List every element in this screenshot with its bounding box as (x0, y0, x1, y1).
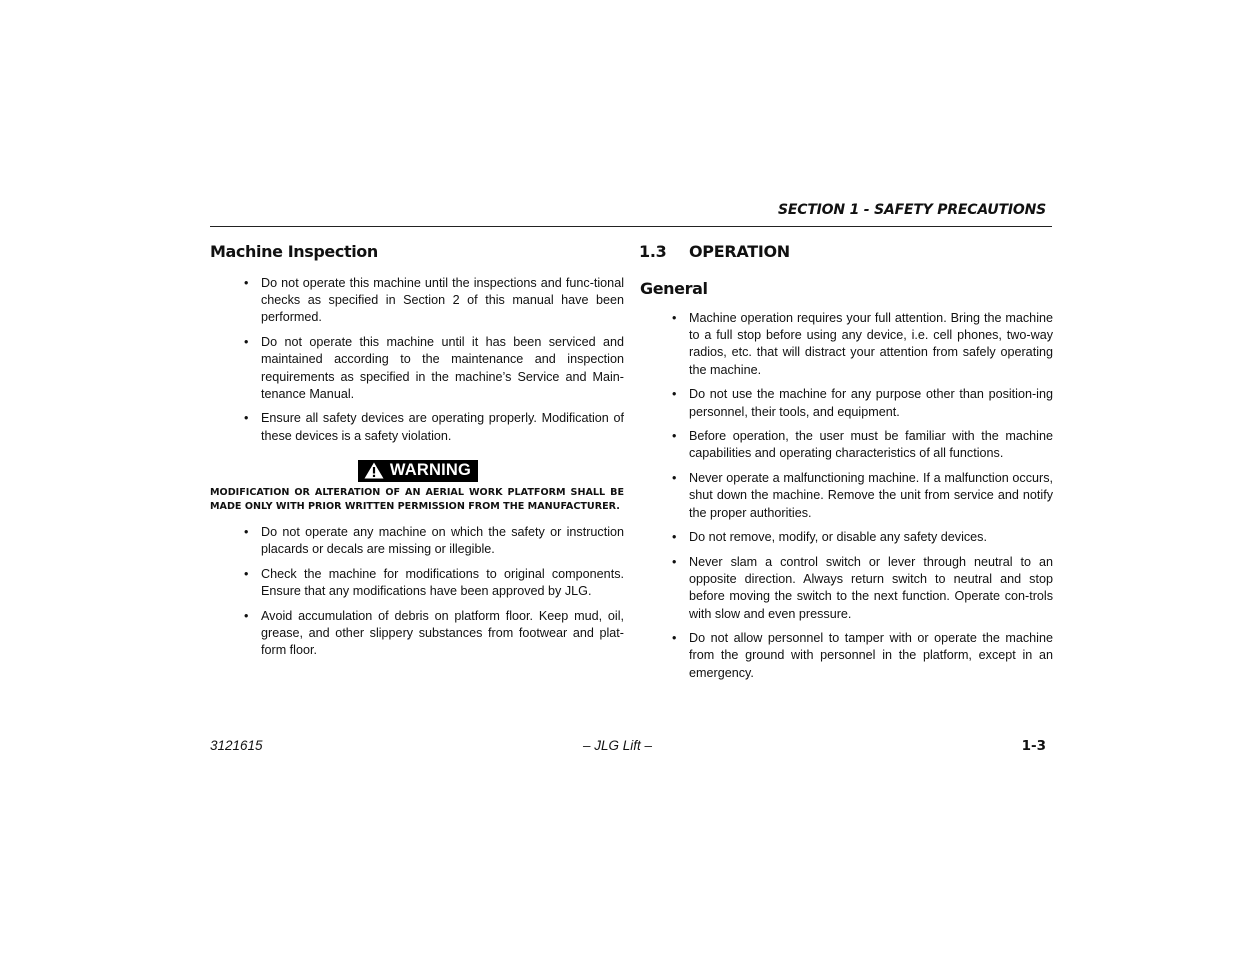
list-item (639, 554, 1053, 623)
list-item-text: Do not use the machine for any purpose other than position-ing personnel, their tools, and equipment. (689, 387, 1053, 419)
warning-block (210, 460, 624, 485)
bullet-glyph: • (672, 530, 677, 545)
list-item (639, 428, 1053, 462)
bullet-glyph: • (244, 566, 249, 581)
bullet-glyph: • (672, 311, 677, 325)
operation-list (639, 310, 1053, 682)
list-item (210, 524, 624, 558)
list-item-text: Do not remove, modify, or disable any safety devices. (689, 530, 987, 545)
left-column (210, 240, 624, 667)
list-item (210, 410, 624, 444)
inspection-list-top (210, 275, 624, 445)
right-column (639, 240, 1053, 689)
warning-label: WARNING (389, 461, 472, 480)
bullet-glyph: • (244, 335, 249, 350)
list-item (210, 334, 624, 403)
list-item-text: Check the machine for modifications to original components. Ensure that any modifications have been approved by JLG. (261, 566, 624, 598)
bullet-glyph: • (244, 411, 249, 426)
footer-publisher: – JLG Lift – (582, 738, 653, 753)
list-item (639, 630, 1053, 682)
footer-doc-number: 3121615 (210, 738, 263, 753)
bullet-glyph: • (672, 631, 677, 646)
list-item (639, 470, 1053, 522)
footer-page-number: 1-3 (1021, 738, 1046, 754)
list-item (210, 275, 624, 327)
list-item-text: Never slam a control switch or lever through neutral to an opposite direction. Always return switch to neutral and stop before moving the switch to the next function. Operate con-trols with slow and even pressure. (689, 554, 1053, 621)
list-item (639, 529, 1053, 546)
list-item (210, 566, 624, 600)
warning-triangle-icon (364, 462, 384, 479)
list-item-text: Do not operate this machine until the inspections and func-tional checks as specified in Section 2 of this manual have been performed. (261, 276, 624, 325)
section-number: 1.3 (639, 242, 667, 261)
warning-badge (358, 460, 478, 482)
list-item (210, 608, 624, 660)
list-item-text: Never operate a malfunctioning machine. If a malfunction occurs, shut down the machine. Remove the unit from service and notify the proper authorities. (689, 471, 1053, 520)
list-item (639, 310, 1053, 379)
bullet-glyph: • (244, 524, 249, 539)
machine-inspection-heading: Machine Inspection (210, 242, 378, 261)
list-item-text: Before operation, the user must be familiar with the machine capabilities and operating characteristics of all functions. (689, 429, 1053, 461)
bullet-glyph: • (672, 471, 677, 486)
section-header: SECTION 1 - SAFETY PRECAUTIONS (778, 202, 1046, 218)
bullet-glyph: • (672, 387, 677, 402)
bullet-glyph: • (244, 276, 249, 290)
inspection-list-bottom (210, 524, 624, 659)
general-subheading: General (640, 279, 708, 298)
list-item-text: Do not operate any machine on which the safety or instruction placards or decals are missing or illegible. (261, 524, 624, 557)
list-item (639, 386, 1053, 420)
list-item-text: Do not operate this machine until it has been serviced and maintained according to the maintenance and inspection requirements as specified in the machine’s Service and Main-tenance Manual. (261, 335, 624, 401)
list-item-text: Machine operation requires your full attention. Bring the machine to a full stop before using any device, i.e. cell phones, two-way radios, etc. that will distract your attention from safely operating the machine. (689, 311, 1053, 377)
bullet-glyph: • (672, 429, 677, 444)
operation-section-heading (639, 242, 1053, 266)
section-title: OPERATION (689, 242, 790, 261)
list-item-text: Do not allow personnel to tamper with or operate the machine from the ground with personnel in the platform, except in an emergency. (689, 631, 1053, 680)
warning-text: MODIFICATION OR ALTERATION OF AN AERIAL WORK PLATFORM SHALL BE MADE ONLY WITH PRIOR WRITTEN PERMISSION FROM THE MANUFACTURER. (210, 486, 624, 512)
list-item-text: Avoid accumulation of debris on platform floor. Keep mud, oil, grease, and other slippery substances from footwear and plat-form floor. (261, 608, 624, 658)
bullet-glyph: • (672, 554, 677, 569)
list-item-text: Ensure all safety devices are operating properly. Modification of these devices is a safety violation. (261, 411, 624, 443)
bullet-glyph: • (244, 608, 249, 623)
header-rule (210, 226, 1052, 227)
